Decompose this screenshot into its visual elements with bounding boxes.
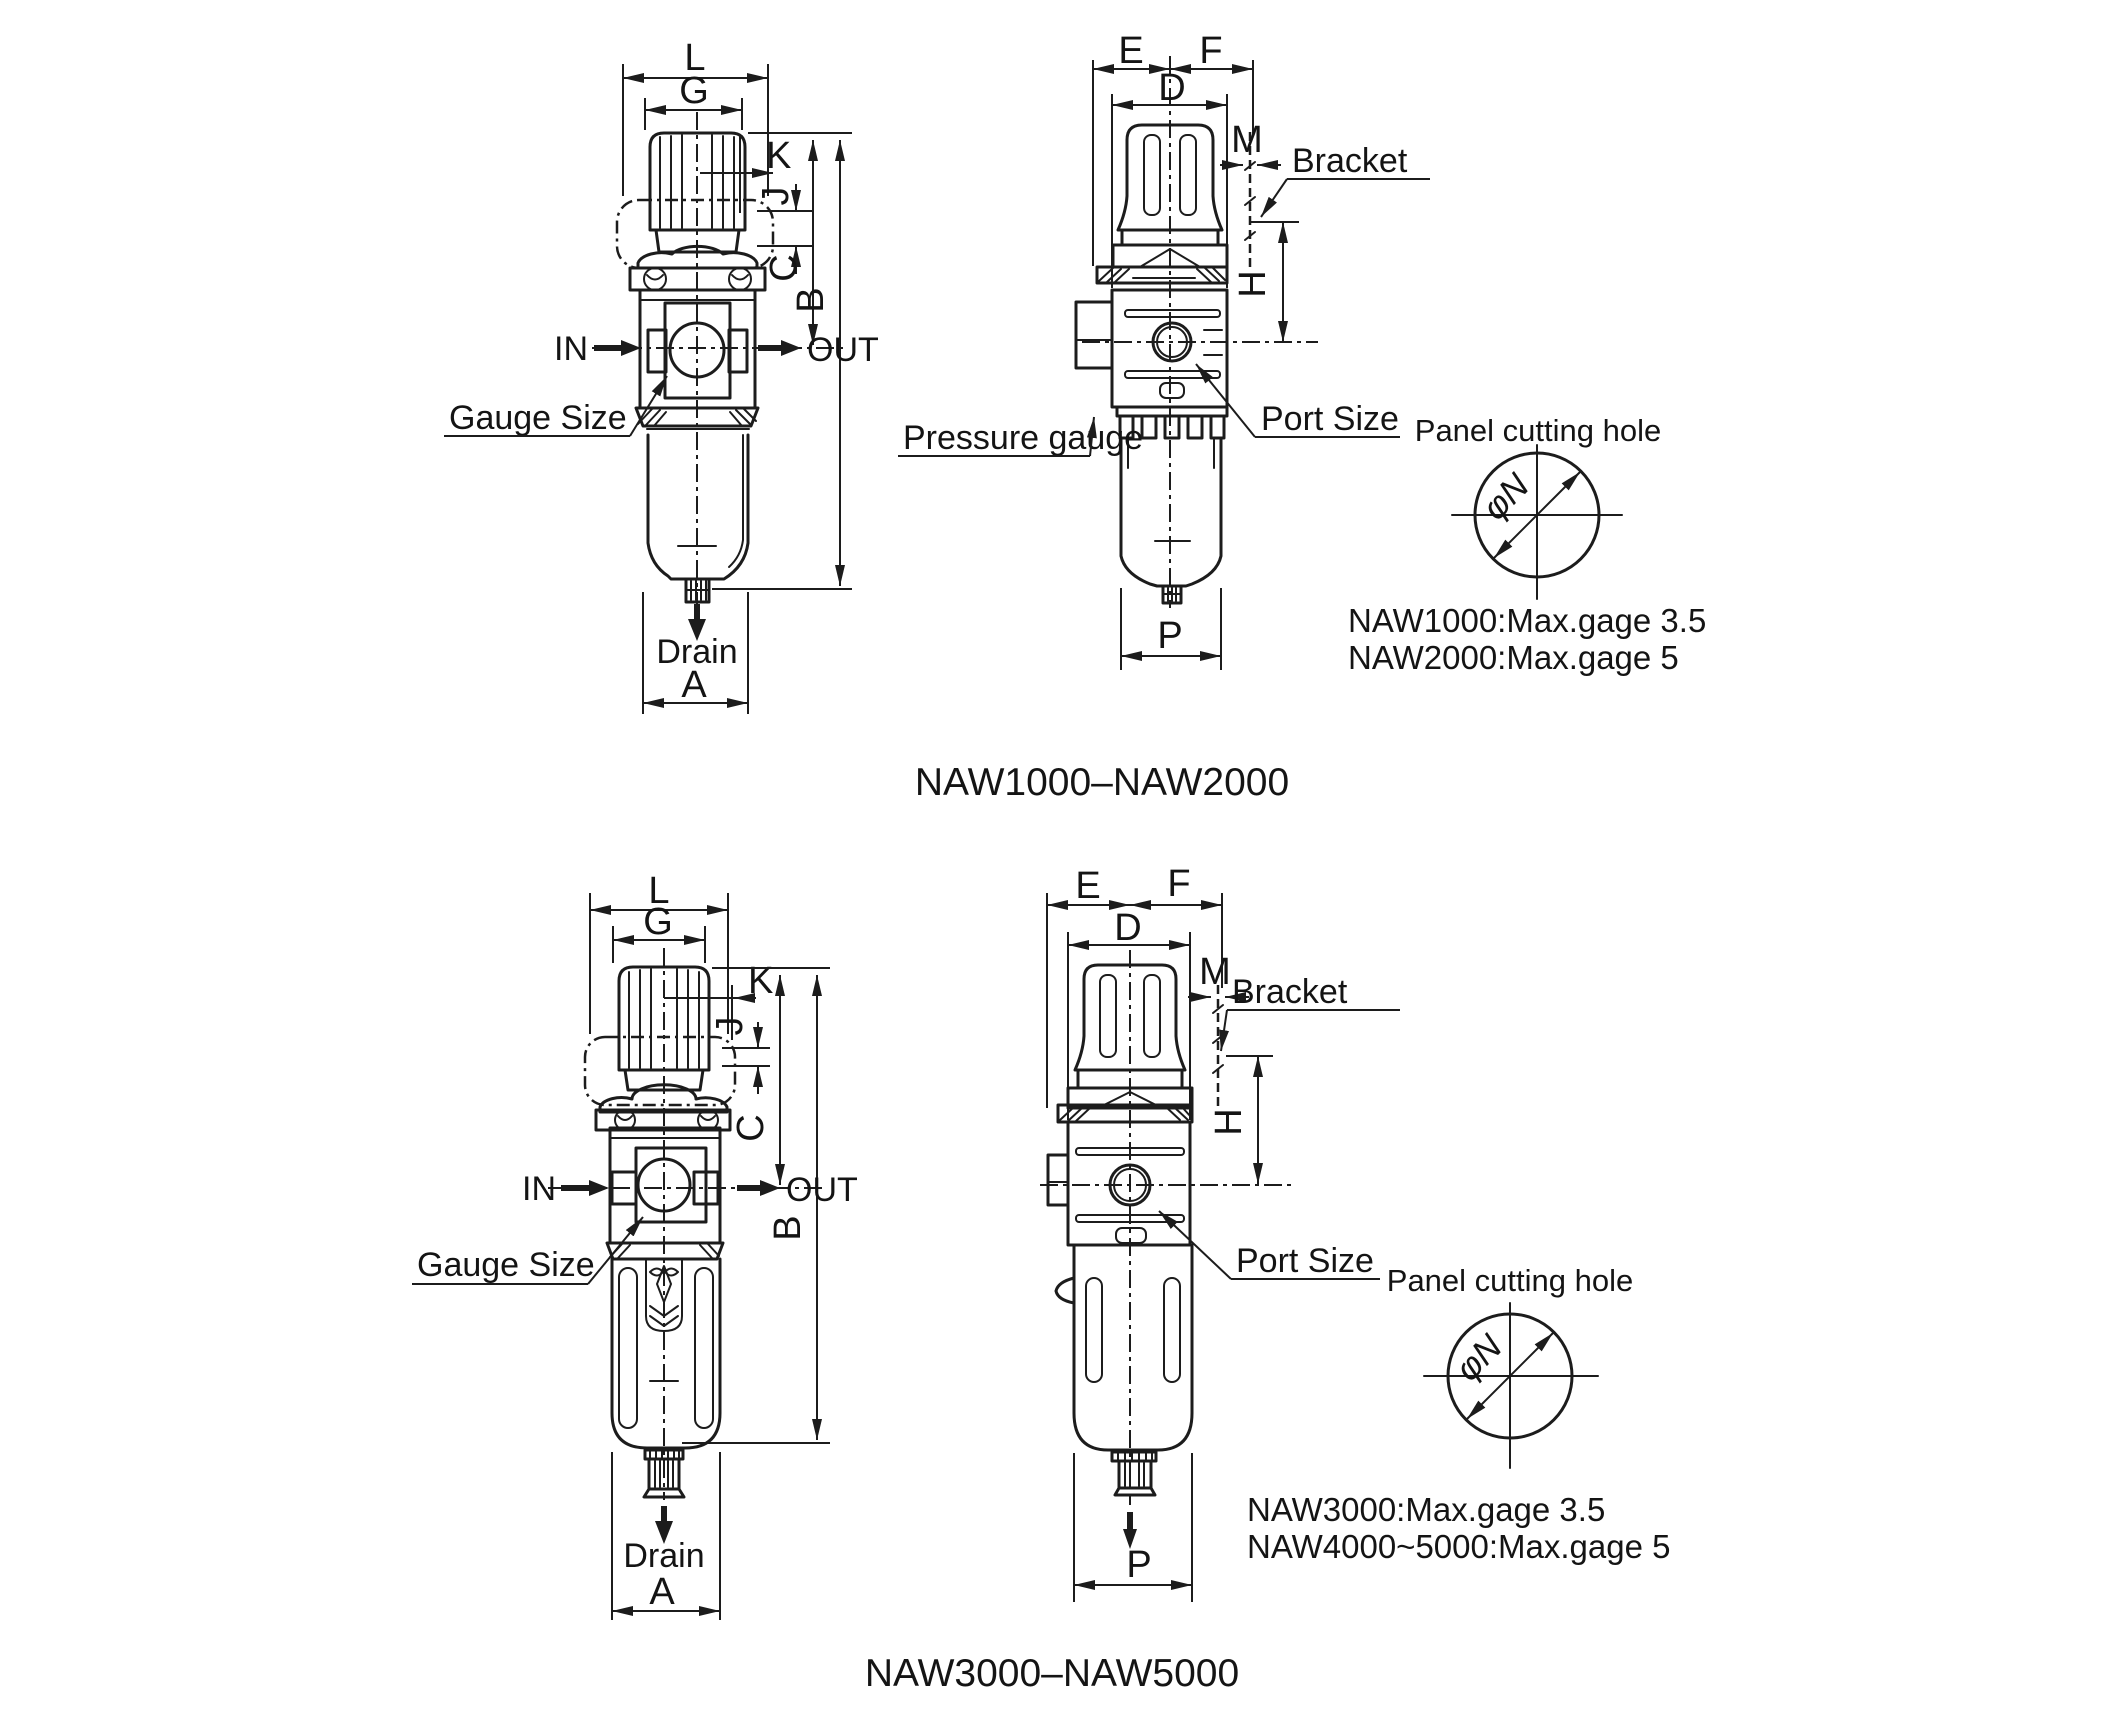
- dim-label-G: G: [643, 901, 673, 943]
- in-flow-arrow-icon: [621, 340, 641, 356]
- sight-window: [1086, 1278, 1102, 1382]
- dim-label-D: D: [1158, 67, 1186, 109]
- filter-bowl: [612, 1259, 720, 1448]
- in-label: IN: [554, 330, 588, 368]
- dim-label-H: H: [1208, 1108, 1250, 1136]
- dim-label-J: J: [755, 186, 797, 206]
- sight-window: [695, 1268, 713, 1428]
- dim-label-A: A: [681, 664, 707, 706]
- out-label: OUT: [786, 1171, 858, 1209]
- sight-window: [1164, 1278, 1180, 1382]
- max-gage-note-1: NAW3000:Max.gage 3.5: [1247, 1491, 1606, 1528]
- front-view-naw1000: [444, 37, 879, 714]
- pressure-gauge-label: Pressure gauge: [903, 419, 1144, 457]
- inlet-port: [648, 330, 666, 372]
- dim-label-F: F: [1199, 30, 1223, 72]
- panel-cutting-hole-naw1000: [1348, 413, 1706, 676]
- gauge-size-leader: [588, 1217, 643, 1284]
- dim-label-K: K: [766, 135, 792, 177]
- dim-label-C: C: [763, 254, 805, 282]
- dim-label-M: M: [1231, 119, 1263, 161]
- figure-naw3000-naw5000: [412, 863, 1670, 1695]
- dim-label-H: H: [1232, 270, 1274, 298]
- out-flow-arrow-icon: [781, 340, 801, 356]
- drain-label: Drain: [623, 1537, 705, 1575]
- port-size-label: Port Size: [1261, 400, 1399, 438]
- out-flow-arrow-icon: [760, 1180, 780, 1196]
- port-size-label: Port Size: [1236, 1242, 1374, 1280]
- diameter-label: φN: [1475, 466, 1537, 528]
- drain-knob: [1119, 1461, 1151, 1488]
- dim-label-F: F: [1167, 863, 1191, 905]
- dim-label-A: A: [649, 1571, 675, 1613]
- figure-caption: NAW3000–NAW5000: [864, 1652, 1240, 1695]
- max-gage-note-1: NAW1000:Max.gage 3.5: [1348, 602, 1707, 639]
- panel-hole-title: Panel cutting hole: [1386, 1263, 1634, 1298]
- dim-label-P: P: [1157, 615, 1183, 657]
- dim-label-C: C: [730, 1114, 772, 1142]
- dim-label-D: D: [1114, 907, 1142, 949]
- dim-label-E: E: [1075, 865, 1101, 907]
- bracket-leader: [1221, 1010, 1227, 1051]
- filter-bowl: [1074, 1245, 1192, 1450]
- in-flow-arrow-icon: [589, 1180, 609, 1196]
- dim-label-M: M: [1199, 951, 1231, 993]
- bracket-leader: [1261, 179, 1287, 217]
- dim-label-L: L: [648, 870, 670, 912]
- gauge-size-label: Gauge Size: [417, 1246, 595, 1284]
- max-gage-note-2: NAW4000~5000:Max.gage 5: [1247, 1528, 1671, 1565]
- drain-label: Drain: [656, 633, 738, 671]
- figure-naw1000-naw2000: [444, 30, 1706, 804]
- dim-label-B: B: [790, 287, 832, 313]
- pressure-gauge-tab: [1076, 302, 1112, 368]
- dim-label-B: B: [767, 1215, 809, 1241]
- dim-label-J: J: [709, 1016, 751, 1036]
- dim-label-L: L: [684, 37, 706, 79]
- dim-label-P: P: [1126, 1544, 1152, 1586]
- max-gage-note-2: NAW2000:Max.gage 5: [1348, 639, 1679, 676]
- in-label: IN: [522, 1170, 556, 1208]
- bracket-label: Bracket: [1232, 973, 1348, 1011]
- bracket-label: Bracket: [1292, 142, 1408, 180]
- outlet-port: [729, 330, 747, 372]
- gauge-size-label: Gauge Size: [449, 399, 627, 437]
- bowl-latch: [1056, 1278, 1074, 1303]
- side-view-naw1000: [898, 30, 1430, 670]
- pressure-gauge-tab: [1048, 1155, 1068, 1205]
- diameter-label: φN: [1448, 1327, 1510, 1389]
- dim-label-G: G: [679, 70, 709, 112]
- panel-hole-title: Panel cutting hole: [1414, 413, 1662, 448]
- dim-label-K: K: [748, 960, 774, 1002]
- flange-hatching: [1099, 268, 1225, 282]
- dim-label-E: E: [1118, 30, 1144, 72]
- figure-caption: NAW1000–NAW2000: [914, 761, 1290, 804]
- sight-window: [619, 1268, 637, 1428]
- front-view-naw3000: [412, 870, 858, 1620]
- out-label: OUT: [807, 331, 879, 369]
- panel-cutting-hole-naw3000: [1247, 1263, 1670, 1565]
